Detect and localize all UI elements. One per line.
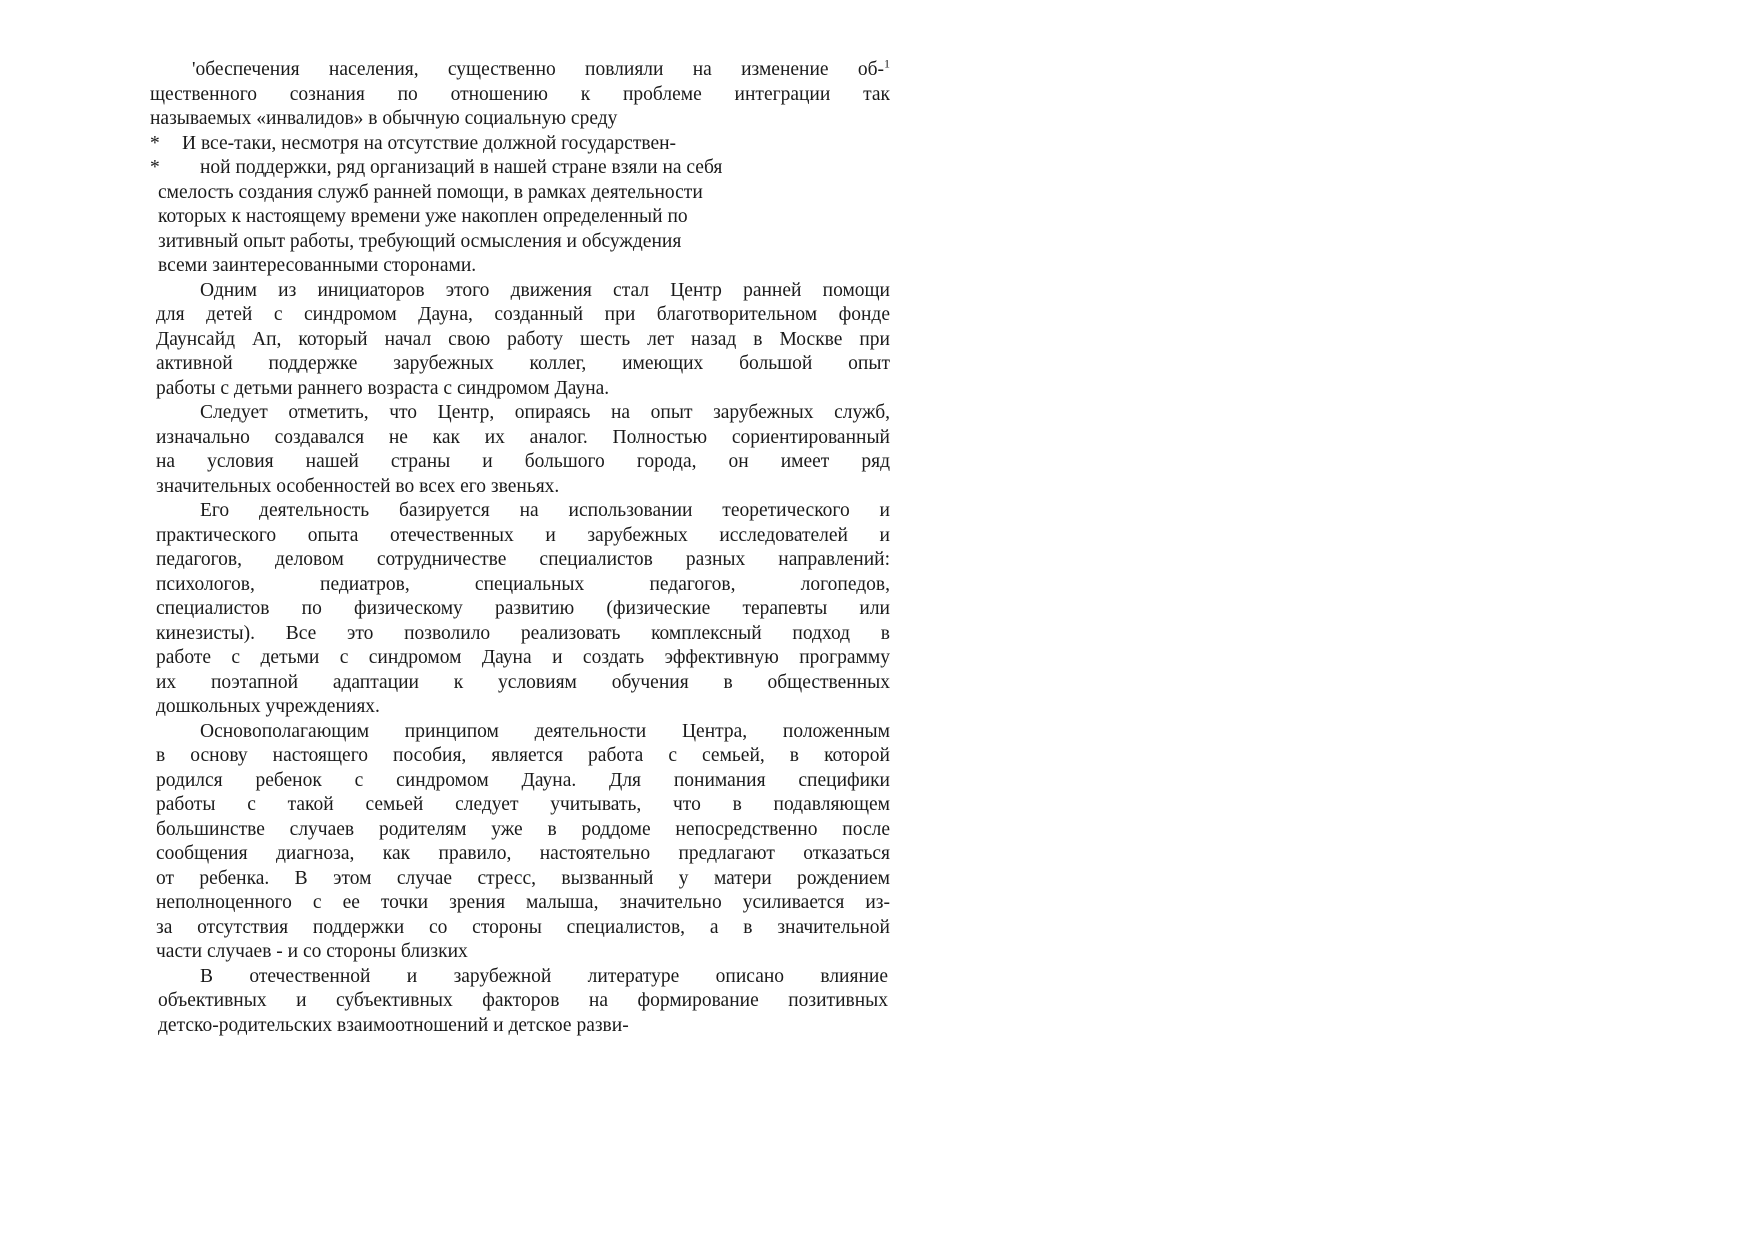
line-text: для детей с синдромом Дауна, созданный при благотворительном фонде — [156, 304, 890, 325]
text-line — [150, 548, 890, 573]
text-line — [150, 671, 890, 696]
line-text: Его деятельность базируется на использовании теоретического и — [200, 500, 890, 521]
text-line — [150, 573, 890, 598]
line-text: Следует отметить, что Центр, опираясь на опыт зарубежных служб, — [200, 402, 890, 423]
text-line — [150, 793, 890, 818]
line-text: активной поддержке зарубежных коллег, имеющих большой опыт — [156, 353, 890, 374]
text-line — [150, 695, 890, 720]
line-text: смелость создания служб ранней помощи, в рамках деятельности — [158, 181, 703, 203]
line-text: дошкольных учреждениях. — [156, 696, 380, 717]
line-text: И все-таки, несмотря на отсутствие должной государствен- — [182, 132, 677, 154]
line-text: Одним из инициаторов этого движения стал Центр ранней помощи — [200, 279, 890, 301]
text-line — [150, 107, 890, 132]
footnote-marker: 1 — [884, 56, 890, 71]
line-text: детско-родительских взаимоотношений и детское разви- — [158, 1014, 629, 1036]
text-line — [150, 916, 890, 941]
text-line — [150, 989, 890, 1014]
line-text: за отсутствия поддержки со стороны специалистов, а в значительной — [156, 916, 890, 938]
text-line — [150, 622, 890, 647]
line-text: работы с детьми раннего возраста с синдромом Дауна. — [156, 377, 610, 399]
line-text: Основополагающим принципом деятельности Центра, положенным — [200, 720, 890, 742]
line-text: которых к настоящему времени уже накоплен определенный по — [158, 206, 688, 227]
text-line — [150, 891, 890, 916]
text-line — [150, 377, 890, 402]
line-text: работе с детьми с синдромом Дауна и создать эффективную программу — [156, 647, 890, 668]
text-line — [150, 205, 890, 230]
line-text: 'обеспечения населения, существенно повлияли на изменение об- — [192, 59, 884, 80]
text-line — [150, 744, 890, 769]
text-line — [150, 156, 890, 181]
line-text: Даунсайд Ап, который начал свою работу шесть лет назад в Москве при — [156, 328, 890, 350]
line-text: в основу настоящего пособия, является работа с семьей, в которой — [156, 745, 890, 766]
line-text: части случаев - и со стороны близких — [156, 941, 468, 962]
line-text: родился ребенок с синдромом Дауна. Для понимания специфики — [156, 769, 890, 791]
line-text: большинстве случаев родителям уже в роддоме непосредственно после — [156, 818, 890, 840]
line-text: кинезисты). Все это позволило реализовать комплексный подход в — [156, 622, 890, 644]
line-text: всеми заинтересованными сторонами. — [158, 255, 477, 276]
text-line — [150, 842, 890, 867]
line-text: их поэтапной адаптации к условиям обучения в общественных — [156, 671, 890, 693]
text-line — [150, 499, 890, 524]
line-text: щественного сознания по отношению к проблеме интеграции так — [150, 83, 890, 105]
text-line — [150, 279, 890, 304]
text-line — [150, 646, 890, 671]
line-text: практического опыта отечественных и зарубежных исследователей и — [156, 524, 890, 546]
line-text: психологов, педиатров, специальных педагогов, логопедов, — [156, 573, 890, 595]
text-line — [150, 352, 890, 377]
document-text-column — [150, 58, 890, 1038]
text-line — [150, 965, 890, 990]
margin-asterisk: * — [150, 157, 160, 178]
text-line — [150, 303, 890, 328]
line-text: на условия нашей страны и большого города, он имеет ряд — [156, 451, 890, 472]
line-text: объективных и субъективных факторов на формирование позитивных — [158, 990, 888, 1011]
line-text: изначально создавался не как их аналог. Полностью сориентированный — [156, 426, 890, 448]
margin-asterisk: * — [150, 132, 160, 154]
text-line — [150, 426, 890, 451]
text-line — [150, 1014, 890, 1039]
line-text: значительных особенностей во всех его звеньях. — [156, 475, 560, 497]
text-line — [150, 450, 890, 475]
text-line — [150, 940, 890, 965]
text-line — [150, 769, 890, 794]
line-text: ной поддержки, ряд организаций в нашей стране взяли на себя — [200, 157, 723, 178]
text-line — [150, 597, 890, 622]
text-line — [150, 401, 890, 426]
text-line — [150, 818, 890, 843]
line-text: специалистов по физическому развитию (физические терапевты или — [156, 598, 890, 619]
line-text: зитивный опыт работы, требующий осмысления и обсуждения — [158, 230, 682, 252]
line-text: педагогов, деловом сотрудничестве специалистов разных направлений: — [156, 549, 890, 570]
text-line — [150, 524, 890, 549]
line-text: неполноценного с ее точки зрения малыша, значительно усиливается из- — [156, 892, 890, 913]
text-line — [150, 58, 890, 83]
line-text: от ребенка. В этом случае стресс, вызванный у матери рождением — [156, 867, 890, 889]
line-text: называемых «инвалидов» в обычную социальную среду — [150, 108, 618, 129]
line-text: работы с такой семьей следует учитывать, что в подавляющем — [156, 794, 890, 815]
text-line — [150, 132, 890, 157]
text-line — [150, 181, 890, 206]
text-line — [150, 230, 890, 255]
text-line — [150, 867, 890, 892]
text-line — [150, 328, 890, 353]
text-line — [150, 475, 890, 500]
line-text: В отечественной и зарубежной литературе описано влияние — [200, 965, 888, 987]
text-line — [150, 254, 890, 279]
line-text: сообщения диагноза, как правило, настоятельно предлагают отказаться — [156, 843, 890, 864]
text-line — [150, 83, 890, 108]
text-line — [150, 720, 890, 745]
